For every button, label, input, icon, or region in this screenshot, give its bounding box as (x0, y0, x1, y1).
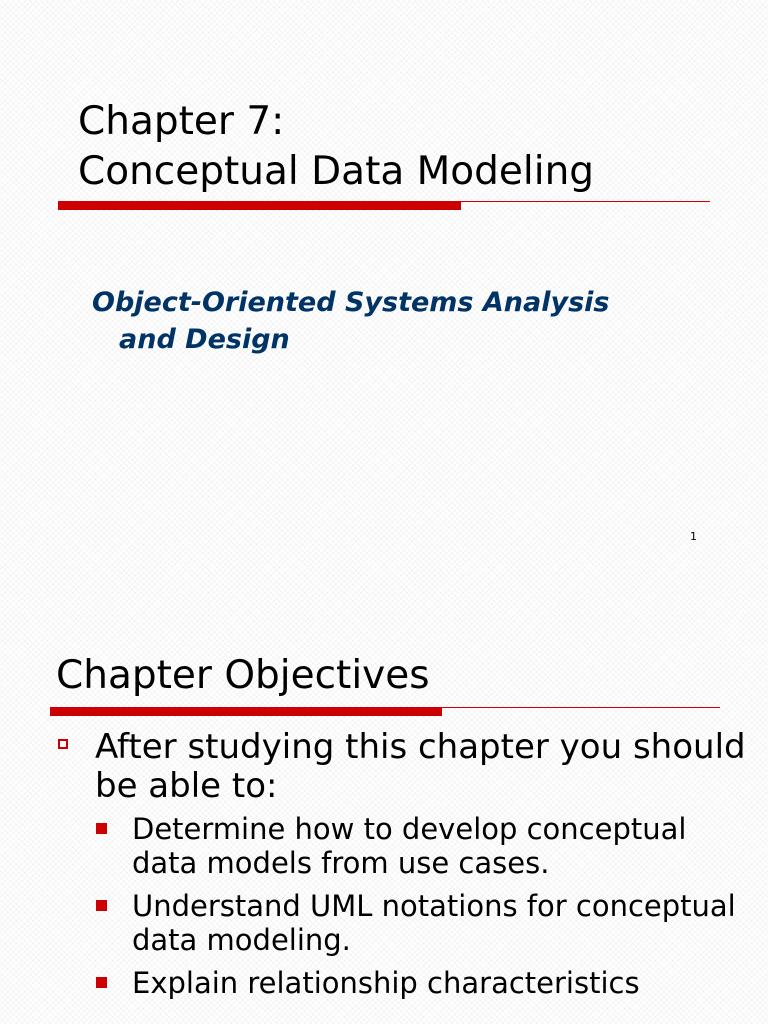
slide-2 (0, 580, 768, 1024)
square-bullet-icon (96, 977, 107, 988)
bullet-text: After studying this chapter you should be able to: (95, 727, 746, 806)
sub-bullet-text: Explain relationship characteristics (132, 966, 640, 1000)
subtitle-line-1: Object-Oriented Systems Analysis (92, 287, 610, 318)
sub-bullet-item (96, 966, 756, 1000)
page-number: 1 (690, 530, 697, 543)
title-rule-thick (58, 201, 461, 210)
slide-title-line-1: Chapter 7: (78, 99, 285, 144)
slide-title: Chapter Objectives (56, 653, 430, 698)
slide-title-line-2: Conceptual Data Modeling (78, 149, 595, 194)
sub-bullet-text: Understand UML notations for conceptual data modeling. (132, 889, 736, 957)
sub-bullet-list (96, 812, 756, 1009)
square-bullet-icon (96, 900, 107, 911)
square-bullet-icon (96, 823, 107, 834)
sub-bullet-item (96, 889, 756, 957)
bullet-item-level-1 (58, 728, 748, 806)
sub-bullet-text: Determine how to develop conceptual data models from use cases. (132, 812, 687, 880)
hollow-square-bullet-icon (58, 739, 68, 749)
sub-bullet-item (96, 812, 756, 880)
subtitle-line-2: and Design (119, 324, 290, 355)
title-rule-thick (50, 707, 442, 716)
